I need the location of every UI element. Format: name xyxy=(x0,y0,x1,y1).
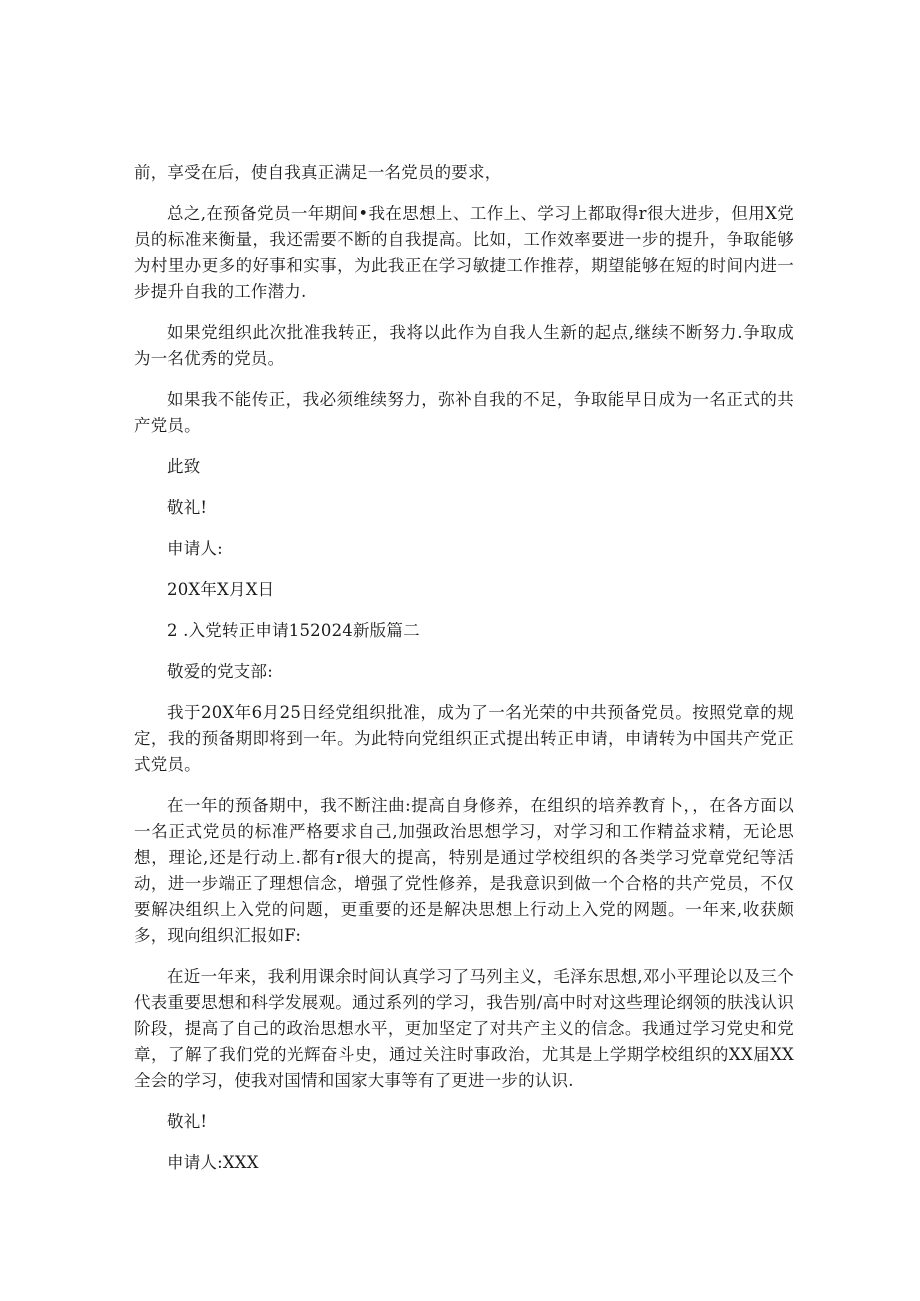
paragraph-intro: 我于20X年6月25日经党组织批准，成为了一名光荣的中共预备党员。按照党章的规定，我的预备期即将到一年。为此特向党组织正式提出转正申请，申请转为中国共产党正式党员。 xyxy=(134,703,794,774)
salute-line-2: 敬礼! xyxy=(167,1112,208,1131)
applicant-line-2: 申请人:XXX xyxy=(167,1153,259,1172)
continuation-line: 前，享受在后，使自我真正满足一名党员的要求， xyxy=(134,163,502,182)
paragraph-probation: 在一年的预备期中，我不断注曲:提高自身修养，在组织的培养教育卜，，在各方面以一名正式党员的标准严格要求自己,加强政治思想学习，对学习和工作精益求精，无论思想，理论,还是行动上.都有r很大的提高，特别是通过学校组织的各类学习党章党纪等活动，进一步端正了理想信念，增强了党性修养，是我意识到做一个合格的共产党员，不仅要解决组织上入党的问题，更重要的还是解决思想上行动上入党的网题。一年来,收获颇多，现向组织汇报如F: xyxy=(134,796,794,945)
section-heading: 2 .入党转正申请152024新版篇二 xyxy=(167,621,420,640)
paragraph-not-approved: 如果我不能传正，我必须维续努力，弥补自我的不足，争取能早日成为一名正式的共产党员。 xyxy=(134,390,794,435)
salute-line: 敬礼! xyxy=(167,498,208,517)
greeting-line: 敬爱的党支部: xyxy=(167,662,273,681)
paragraph-study: 在近一年来，我利用课余时间认真学习了马列主义，毛泽东思想,邓小平理论以及三个代表重要思想和科学发展观。通过系列的学习，我告别/高中时对这些理论纲领的肤浅认识阶段，提高了自己的政治思想水平，更加坚定了对共产主义的信念。我通过学习党史和党章，了解了我们党的光辉奋斗史，通过关注时事政治，尤其是上学期学校组织的XX届XX全会的学习，使我对国情和国家大事等有了更进一步的认识. xyxy=(134,967,794,1090)
document-body xyxy=(134,160,794,1176)
closing-phrase: 此致 xyxy=(167,457,201,476)
applicant-line: 申请人: xyxy=(167,539,223,558)
date-line: 20X年X月X日 xyxy=(167,580,275,599)
paragraph-approval: 如果党组织此次批准我转正，我将以此作为自我人生新的起点,继续不断努力.争取成为一名优秀的党员。 xyxy=(134,323,794,368)
paragraph-summary: 总之,在预备党员一年期间•我在思想上、工作上、学习上都取得r很大进步，但用X党员的标准来衡量，我还需要不断的自我提高。比如，工作效率要进一步的提升，争取能够为村里办更多的好事和实事，为此我正在学习敏捷工作推荐，期望能够在短的时间内进一步提升自我的工作潜力. xyxy=(134,204,794,301)
